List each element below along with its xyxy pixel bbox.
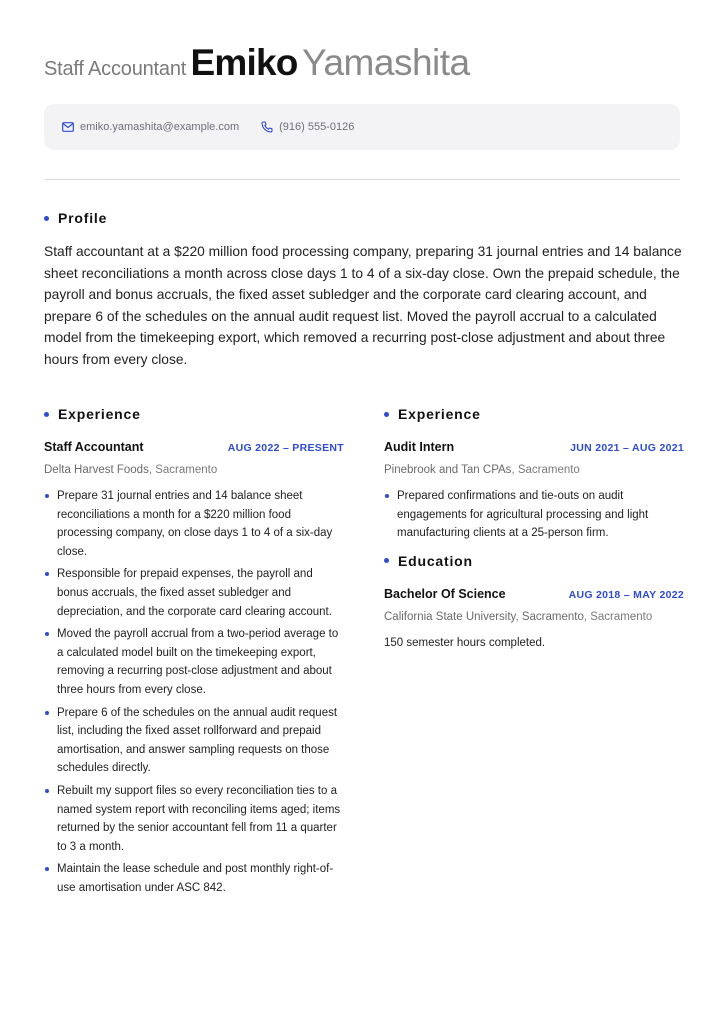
job-dates: AUG 2022 – PRESENT	[227, 442, 344, 454]
right-column	[384, 406, 684, 652]
list-item: Rebuilt my support files so every reconciliation ties to a named system report with reconciling items aged; items returned by the senior accountant fell from 11 a quarter to 3 a month.	[44, 782, 344, 856]
experience-left-column	[44, 406, 344, 901]
education-dates: AUG 2018 – MAY 2022	[568, 588, 684, 601]
phone-text: (916) 555-0126	[279, 121, 355, 133]
school-info	[384, 608, 684, 626]
education-heading	[384, 553, 684, 569]
school-location: , Sacramento	[583, 610, 653, 623]
divider	[44, 179, 680, 180]
job-title: Staff Accountant	[44, 440, 144, 454]
list-item: Moved the payroll accrual from a two-period average to a calculated model built on the timekeeping export, removing a recurring post-close adjustment and about three hours from every close.	[44, 625, 344, 699]
education-note: 150 semester hours completed.	[384, 636, 546, 649]
list-item: Prepare 31 journal entries and 14 balance sheet reconciliations a month for a $220 million food processing company, on close days 1 to 4 of a six-day close.	[44, 487, 344, 561]
company-name: Delta Harvest Foods	[44, 464, 149, 476]
company-location: , Sacramento	[148, 464, 218, 476]
job-header	[384, 440, 684, 454]
job-organization	[384, 461, 684, 479]
bullet-dot-icon	[44, 412, 49, 417]
contact-bar	[44, 104, 680, 150]
experience-title: Experience	[398, 406, 481, 422]
job-title: Audit Intern	[384, 440, 455, 454]
first-name: Emiko	[190, 42, 298, 83]
company-name: Pinebrook and Tan CPAs	[384, 464, 512, 476]
email-text: emiko.yamashita@example.com	[80, 121, 240, 133]
experience-heading	[384, 406, 684, 422]
company-location: , Sacramento	[511, 464, 580, 476]
education-header	[384, 587, 684, 601]
list-item: Prepared confirmations and tie-outs on audit engagements for agricultural processing and light manufacturing clients at a 25-person firm.	[384, 487, 684, 543]
bullet-dot-icon	[44, 216, 49, 221]
job-bullets	[384, 487, 684, 543]
list-item: Prepare 6 of the schedules on the annual audit request list, including the fixed asset rollforward and prepaid amortisation, and answer sampling requests on those schedules directly.	[44, 704, 344, 778]
job-bullets	[44, 487, 344, 897]
experience-title: Experience	[58, 406, 141, 422]
last-name: Yamashita	[302, 42, 470, 83]
school-name: California State University, Sacramento	[384, 610, 584, 623]
contact-phone[interactable]	[261, 121, 354, 133]
list-item: Maintain the lease schedule and post monthly right-of-use amortisation under ASC 842.	[44, 860, 344, 897]
job-dates: JUN 2021 – AUG 2021	[570, 442, 684, 454]
profile-title: Profile	[58, 210, 108, 226]
experience-heading	[44, 406, 344, 422]
education-title: Education	[398, 552, 473, 569]
mail-icon	[62, 122, 74, 132]
job-role: Staff Accountant	[44, 58, 187, 80]
job-header	[44, 440, 344, 454]
phone-icon	[261, 121, 273, 133]
job-organization	[44, 461, 344, 479]
profile-text: Staff accountant at a $220 million food processing company, preparing 31 journal entries and 14 balance sheet reconciliations a month across close days 1 to 4 of a six-day close. Own the prepaid schedule, the payroll and bonus accruals, the fixed asset subledger and the corporate card clearing account, and prepare 6 of the schedules on the annual audit request list. Moved the payroll accrual to a calculated model from the timekeeping export, which removed a recurring post-close adjustment and about three hours from every close.	[44, 244, 682, 367]
bullet-dot-icon	[384, 412, 389, 417]
contact-email[interactable]	[62, 121, 239, 133]
list-item: Responsible for prepaid expenses, the payroll and bonus accruals, the fixed asset subledger and depreciation, and the corporate card clearing account.	[44, 565, 344, 621]
degree-title: Bachelor Of Science	[384, 586, 506, 601]
profile-heading	[44, 210, 684, 226]
resume-header	[44, 42, 684, 84]
profile-section	[44, 210, 684, 371]
bullet-dot-icon	[384, 558, 389, 563]
